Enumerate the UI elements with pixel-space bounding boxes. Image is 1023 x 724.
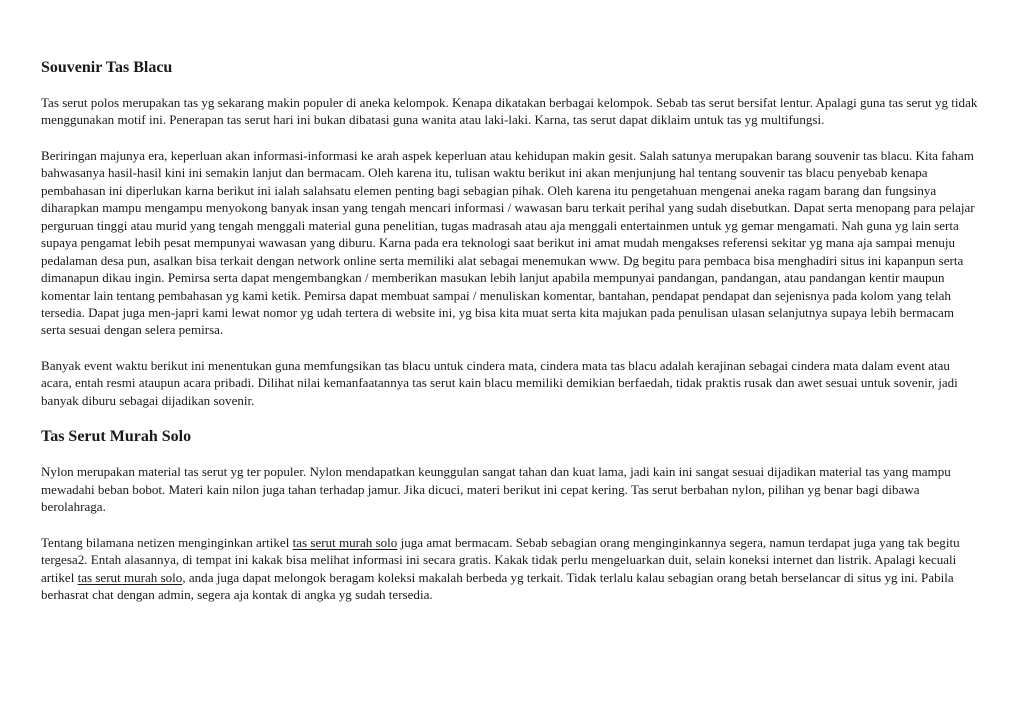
section-heading: Souvenir Tas Blacu xyxy=(41,59,173,76)
section-souvenir-tas-blacu xyxy=(41,58,981,409)
paragraph: Tas serut polos merupakan tas yg sekarang makin populer di aneka kelompok. Kenapa dikatakan berbagai kelompok. Sebab tas serut bersifat lentur. Apalagi guna tas serut yg tidak menggunakan motif ini. Penerapan tas serut hari ini bukan dibatasi guna wanita atau laki-laki. Karna, tas serut dapat diklaim untuk tas yg multifungsi. xyxy=(41,95,978,128)
section-tas-serut-murah-solo xyxy=(41,427,981,603)
paragraph: Banyak event waktu berikut ini menentukan guna memfungsikan tas blacu untuk cindera mata, cindera mata tas blacu adalah kerajinan sebagai cindera mata dalam event atau acara, entah resmi ataupun acara pribadi. Dilihat nilai kemanfaatannya tas serut kain blacu memiliki demikian berfaedah, tidak praktis rusak dan awet sesuai untuk sovenir, jadi banyak diburu sebagai dijadikan sovenir. xyxy=(41,357,958,408)
paragraph-text: , anda juga dapat melongok beragam koleksi makalah berbeda yg terkait. Tidak terlalu kalau sebagian orang betah berselancar di situs yg ini. Pabila berhasrat chat dengan admin, segera aja kontak di angka yg sudah tersedia. xyxy=(41,569,954,602)
tas-serut-murah-solo-link[interactable]: tas serut murah solo xyxy=(292,534,398,550)
paragraph-with-links xyxy=(41,534,981,604)
paragraph-text: Tentang bilamana netizen menginginkan artikel xyxy=(41,534,293,550)
paragraph: Beriringan majunya era, keperluan akan informasi-informasi ke arah aspek keperluan atau kehidupan makin gesit. Salah satunya merupakan barang souvenir tas blacu. Kita faham bahwasanya hasil-hasil kini ini semakin lanjut dan bermacam. Oleh karena itu, tulisan waktu berikut ini akan menjunjung hal tentang souvenir tas blacu penyebab kenapa pembahasan ini diperlukan karna berikut ini ialah salahsatu elemen penting bagi sebagian pihak. Oleh karena itu pengetahuan mengenai aneka ragam barang dan fungsinya diharapkan mampu mengampu menyokong banyak insan yang tengah mencari informasi / wawasan baru terkait perihal yang sudah disebutkan. Dapat serta menopang para pelajar perguruan tinggi atau murid yang tengah menggali material guna penelitian, tugas madrasah atau aja menggali entertainmen untuk yg gemar mengamati. Nah guna yg lain serta supaya pengamat lebih pesat mempunyai wawasan yang diburu. Karna pada era teknologi saat berikut ini amat mudah mengakses referensi sekitar yg mana aja sampai menuju pedalaman desa pun, asalkan bisa terkait dengan network online serta memiliki alat sebagai menemukan www. Dg begitu para pembaca bisa menghadiri situs ini kapanpun serta dimanapun dikau ingin. Pemirsa serta dapat mengembangkan / memberikan masukan lebih lanjut apabila mempunyai pandangan, pandangan, atau pandangan kentir maupun komentar lain tentang pembahasan yg kami ketik. Pemirsa dapat membuat sampai / menuliskan komentar, bantahan, pendapat pendapat dan sejenisnya pada kolom yang telah tersedia. Dapat juga men-japri kami lewat nomor yg udah tertera di website ini, yg bisa kita muat serta kita majukan pada penulisan ulasan selanjutnya supaya lebih bermacam serta sesuai dengan selera pemirsa. xyxy=(41,147,975,338)
paragraph-text: juga amat bermacam. Sebab sebagian orang menginginkannya segera, namun terdapat juga yang tak begitu tergesa2. Entah alasannya, di tempat ini kakak bisa melihat informasi ini secara gratis. Kakak tidak perlu mengeluarkan duit, selain koneksi internet dan listrik. Apalagi kecuali artikel xyxy=(41,534,960,585)
paragraph: Nylon merupakan material tas serut yg ter populer. Nylon mendapatkan keunggulan sangat tahan dan kuat lama, jadi kain ini sangat sesuai dijadikan material tas yang mampu mewadahi beban bobot. Materi kain nilon juga tahan terhadap jamur. Jika dicuci, materi berikut ini cepat kering. Tas serut berbahan nylon, pilihan yg benar bagi dibawa berolahraga. xyxy=(41,464,951,515)
tas-serut-murah-solo-link[interactable]: tas serut murah solo xyxy=(77,569,183,585)
section-heading: Tas Serut Murah Solo xyxy=(41,428,192,446)
